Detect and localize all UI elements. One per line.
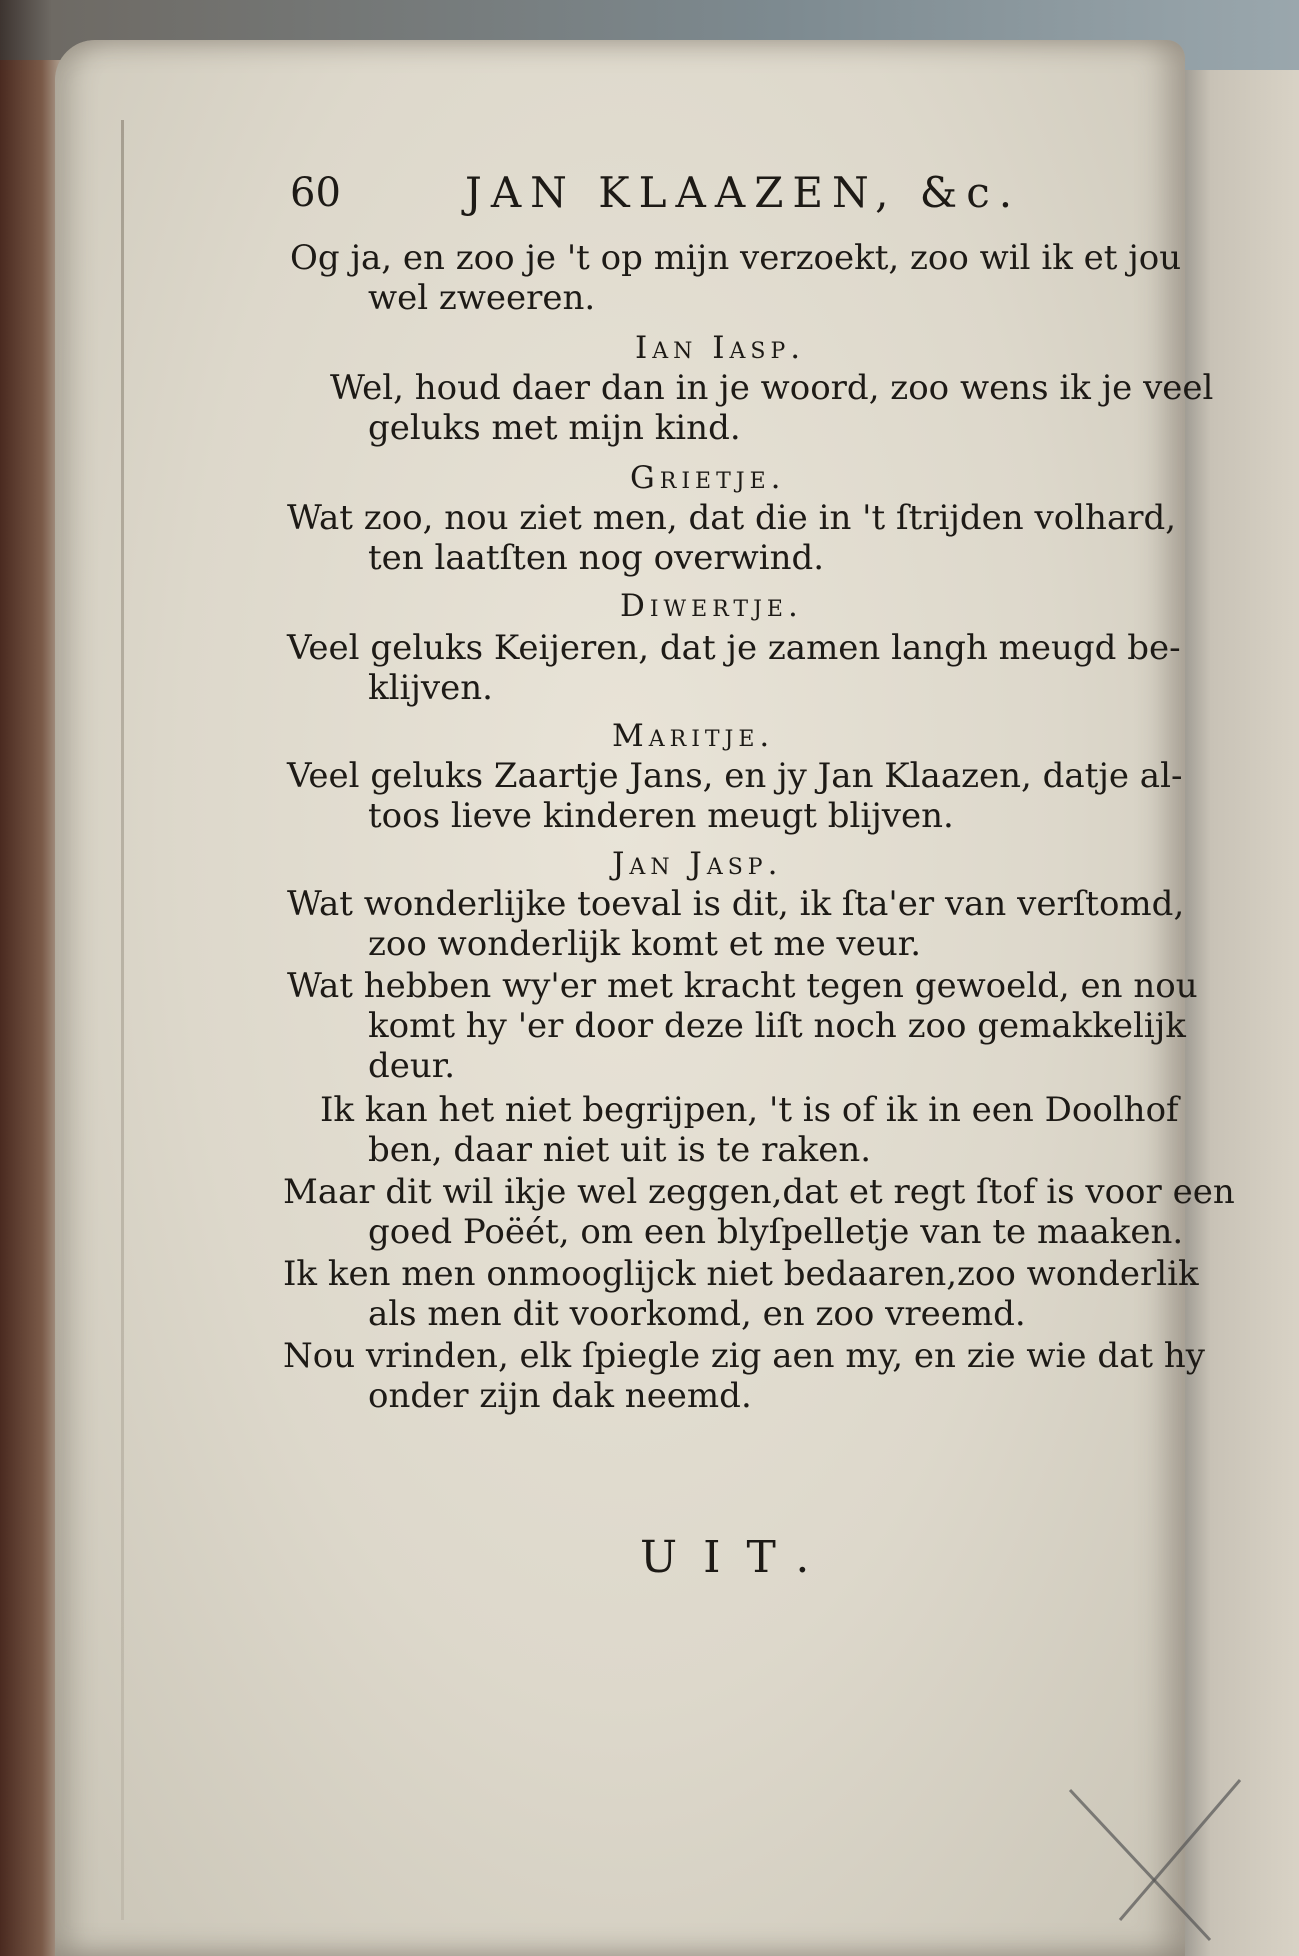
text-line: komt hy 'er door deze liſt noch zoo gemakkelijk [368, 1006, 1186, 1046]
text-line: zoo wonderlijk komt et me veur. [368, 924, 922, 964]
text-line: Og ja, en zoo je 't op mijn verzoekt, zoo wil ik et jou [290, 238, 1182, 278]
text-line: Wat wonderlijke toeval is dit, ik ſta'er van verſtomd, [287, 884, 1185, 924]
speaker-name: Jan Jasp. [612, 846, 783, 882]
text-line: toos lieve kinderen meugt blijven. [368, 796, 954, 836]
text-line: Wat zoo, nou ziet men, dat die in 't ſtrijden volhard, [287, 498, 1177, 538]
text-line: Maar dit wil ikje wel zeggen,dat et regt ſtof is voor een [283, 1172, 1235, 1212]
text-line: Veel geluks Keijeren, dat je zamen langh meugd be- [287, 628, 1181, 668]
pencil-x-mark [1060, 1770, 1260, 1950]
text-line: geluks met mijn kind. [368, 408, 741, 448]
text-line: Ik ken men onmooglijck niet bedaaren,zoo wonderlik [283, 1254, 1199, 1294]
text-line: ten laatſten nog overwind. [368, 538, 825, 578]
speaker-name: Ian Iasp. [635, 330, 806, 366]
text-line: wel zweeren. [368, 278, 596, 318]
running-head [290, 170, 1090, 230]
closing-word: UIT. [640, 1532, 836, 1583]
text-line: goed Poëét, om een blyſpelletje van te maaken. [368, 1212, 1184, 1252]
text-line: Nou vrinden, elk ſpiegle zig aen my, en zie wie dat hy [283, 1336, 1205, 1376]
text-line: Ik kan het niet begrijpen, 't is of ik in een Doolhof [320, 1090, 1179, 1130]
show-through-text [300, 1480, 310, 1515]
speaker-name: Maritje. [612, 718, 775, 754]
text-line: als men dit voorkomd, en zoo vreemd. [368, 1294, 1026, 1334]
facing-page-edge [1170, 70, 1299, 1956]
text-line: klijven. [368, 668, 493, 708]
page-number: 60 [290, 170, 341, 216]
page-gutter-shadow [121, 120, 124, 1920]
speaker-name: Grietje. [630, 460, 786, 496]
text-line: Wel, houd daer dan in je woord, zoo wens ik je veel [330, 368, 1214, 408]
text-line: deur. [368, 1046, 456, 1086]
speaker-name: Diwertje. [620, 588, 803, 624]
text-line: ben, daar niet uit is te raken. [368, 1130, 872, 1170]
running-title: JAN KLAAZEN, &c. [465, 168, 1022, 217]
text-line: Wat hebben wy'er met kracht tegen gewoeld, en nou [287, 966, 1198, 1006]
text-line: onder zijn dak neemd. [368, 1376, 752, 1416]
text-line: Veel geluks Zaartje Jans, en jy Jan Klaazen, datje al- [287, 756, 1183, 796]
